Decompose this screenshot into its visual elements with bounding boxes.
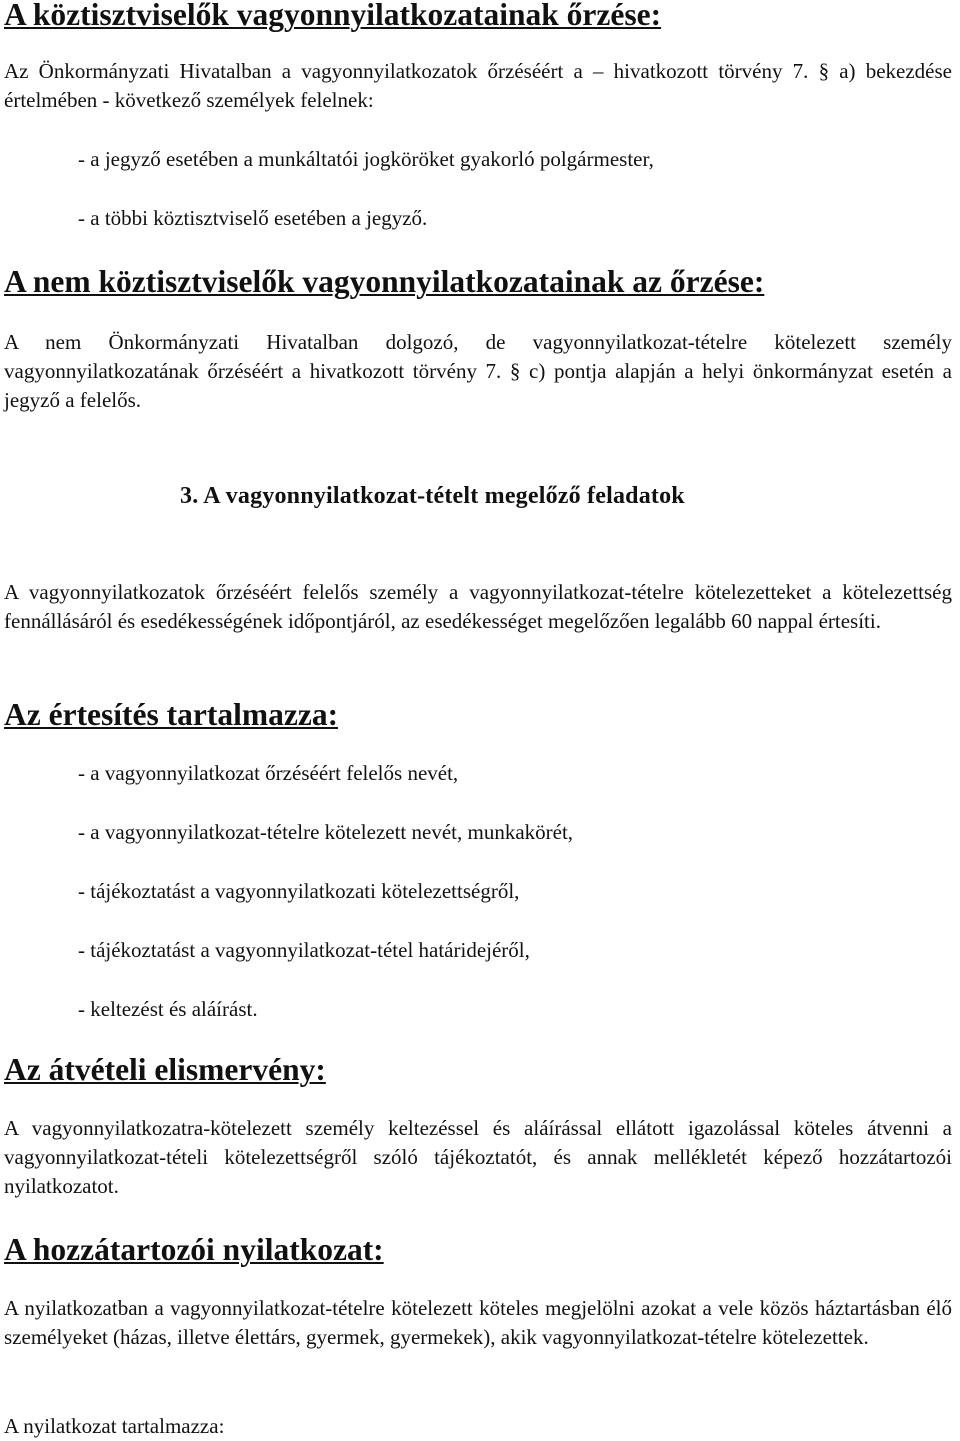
heading-notification-contents: Az értesítés tartalmazza: [4, 697, 339, 732]
heading-relatives-declaration: A hozzátartozói nyilatkozat: [4, 1232, 384, 1267]
section-title: 3. A vagyonnyilatkozat-tételt megelőző feladatok [180, 483, 685, 509]
paragraph-custody-responsible: Az Önkormányzati Hivatalban a vagyonnyilatkozatok őrzéséért a – hivatkozott törvény 7. § a) bekezdése értelmében - következő személyek felelnek: [4, 59, 952, 112]
list-item: - a jegyző esetében a munkáltatói jogköröket gyakorló polgármester, [78, 147, 654, 171]
paragraph-notification-duty: A vagyonnyilatkozatok őrzéséért felelős személy a vagyonnyilatkozat-tételre kötelezetteket a kötelezettség fennállásáról és esedékességének időpontjáról, az esedékességet megelőzően legalább 60 nappal értesíti. [4, 580, 952, 633]
list-item: - tájékoztatást a vagyonnyilatkozat-tétel határidejéről, [78, 938, 530, 962]
heading-non-officials-custody: A nem köztisztviselők vagyonnyilatkozatainak az őrzése: [4, 264, 765, 299]
list-item: - a vagyonnyilatkozat-tételre kötelezett nevét, munkakörét, [78, 820, 574, 844]
paragraph-declaration-contents: A nyilatkozat tartalmazza: [4, 1414, 225, 1438]
list-item: - a vagyonnyilatkozat őrzéséért felelős nevét, [78, 761, 459, 785]
paragraph-receipt: A vagyonnyilatkozatra-kötelezett személy keltezéssel és aláírással ellátott igazolással köteles átvenni a vagyonnyilatkozat-tételi kötelezettségről szóló tájékoztatót, és annak mellékletét képező hozzátartozói nyilatkozatot. [4, 1116, 952, 1198]
list-item: - tájékoztatást a vagyonnyilatkozati kötelezettségről, [78, 879, 520, 903]
heading-receipt: Az átvételi elismervény: [4, 1052, 326, 1087]
list-item: - a többi köztisztviselő esetében a jegyző. [78, 206, 428, 230]
heading-officials-custody: A köztisztviselők vagyonnyilatkozatainak őrzése: [4, 0, 662, 32]
paragraph-relatives-declaration: A nyilatkozatban a vagyonnyilatkozat-tételre kötelezett köteles megjelölni azokat a vele közös háztartásban élő személyeket (házas, illetve élettárs, gyermek, gyermekek), akik vagyonnyilatkozat-tételre kötelezettek. [4, 1296, 952, 1349]
list-item: - keltezést és aláírást. [78, 997, 258, 1021]
paragraph-non-officials: A nem Önkormányzati Hivatalban dolgozó, de vagyonnyilatkozat-tételre kötelezett személy vagyonnyilatkozatának őrzéséért a hivatkozott törvény 7. § c) pontja alapján a helyi önkormányzat esetén a jegyző a felelős. [4, 330, 952, 412]
